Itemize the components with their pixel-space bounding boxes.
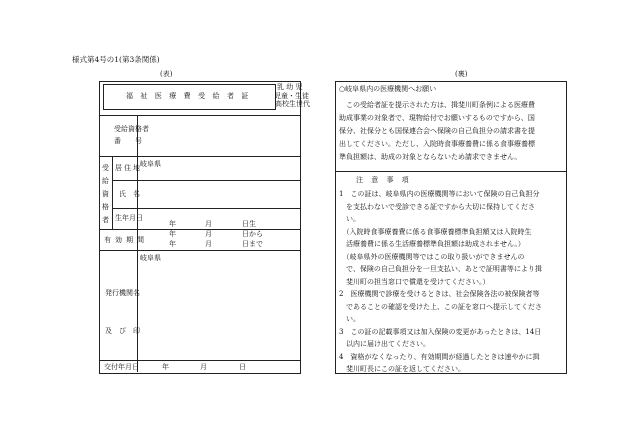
row-divider: [99, 156, 300, 157]
recipient-no-label-1: 受給資格者: [114, 125, 149, 133]
address-value: 岐阜県: [140, 160, 161, 168]
intro-line-5: 準負担額は、助成の対象とならないため請求できません。: [339, 153, 522, 161]
issue-date-label: 交付年月日: [104, 363, 139, 371]
back-heading: ○岐阜県内の医療機関へお願い: [339, 85, 437, 93]
note-line: い。: [339, 215, 360, 223]
col-divider: [112, 156, 113, 229]
note-line: 以内に届け出てください。: [339, 340, 430, 348]
front-label: (表): [160, 70, 173, 78]
category-line-1: 乳 幼 児: [277, 83, 303, 91]
note-line: 2 医療機関で診療を受けるときは、社会保険各法の被保険者等: [339, 290, 540, 298]
category-line-3: 高校生世代: [275, 100, 310, 108]
intro-line-4: 出してください。ただし、入院時食事療養費に係る食事療養標: [339, 140, 535, 148]
row-divider: [112, 180, 300, 181]
validity-from-year: 年: [169, 230, 176, 238]
recipient-vertical-3: 資: [102, 190, 109, 198]
category-line-2: 児童・生徒: [274, 92, 309, 100]
notes-title: 注 意 事 項: [356, 176, 412, 184]
intro-line-2: 助成事業の対象者で、現物給付でお願いするものですから、国: [339, 114, 535, 122]
validity-label: 有効期間: [104, 236, 148, 244]
row-divider: [99, 360, 300, 361]
row-divider: [99, 250, 300, 251]
note-line: 斐川町の担当窓口で償還を受けてください。）: [339, 277, 490, 286]
recipient-vertical-5: 者: [102, 216, 109, 224]
validity-from-month: 月: [205, 230, 212, 238]
name-label: 氏 名: [119, 190, 140, 198]
note-line: （岐阜県外の医療機関等ではこの取り扱いができませんの: [339, 252, 525, 261]
validity-to-year: 年: [169, 240, 176, 248]
note-line: 活療養費に係る生活療養標準負担額は助成されません。）: [339, 240, 525, 248]
address-label: 居住地: [115, 164, 142, 172]
birth-month: 月: [205, 220, 212, 228]
row-divider: [99, 115, 300, 116]
issuer-label-1: 発行機関名: [105, 289, 140, 297]
note-line: 1 この証は、岐阜県内の医療機関等において保険の自己負担分: [339, 190, 540, 198]
note-line: 斐川町長にこの証を返してください。: [339, 365, 465, 373]
issuer-label-2: 及 び 印: [105, 327, 140, 335]
row-divider: [112, 208, 300, 209]
recipient-no-label-2: 番 号: [114, 137, 142, 145]
back-label: (裏): [455, 70, 468, 78]
birth-label: 生年月日: [115, 214, 143, 222]
birth-year: 年: [169, 220, 176, 228]
note-line: を支払わないで受診できる証ですから大切に保持してくださ: [339, 202, 535, 211]
issuer-value: 岐阜県: [140, 254, 161, 262]
back-divider: [335, 171, 566, 172]
validity-to-day: 日まで: [242, 240, 263, 248]
note-line: い。: [339, 315, 360, 323]
note-line: （入院時食事療養費に係る食事療養標準負担額又は入院時生: [339, 227, 532, 236]
intro-line-3: 保分、社保分とも国保連合会へ保険の自己負担分の請求書を提: [339, 127, 535, 135]
note-line: で、保険の自己負担分を一旦支払い、あとで証明書等により揖: [339, 265, 542, 273]
validity-from-day: 日から: [242, 230, 263, 238]
issue-date-year: 年: [162, 363, 169, 371]
row-divider: [99, 229, 300, 230]
note-line: 4 資格がなくなったり、有効期間が経過したときは速やかに揖: [339, 352, 540, 361]
birth-day: 日生: [242, 220, 256, 228]
recipient-vertical-1: 受: [102, 164, 109, 172]
note-line: 3 この証の記載事項又は加入保険の変更があったときは、14日: [339, 327, 542, 336]
issue-date-day: 日: [239, 363, 246, 371]
front-title: 福 祉 医 療 費 受 給 者 証: [125, 92, 251, 100]
form-number: 様式第4号の1(第3条関係): [72, 55, 160, 64]
issue-date-month: 月: [200, 363, 207, 371]
recipient-vertical-4: 格: [102, 203, 109, 211]
validity-to-month: 月: [205, 240, 212, 248]
note-line: であることの確認を受けた上、この証を窓口へ提示してくださ: [339, 302, 542, 311]
recipient-vertical-2: 給: [102, 177, 109, 185]
intro-line-1: この受給者証を提示された方は、揖斐川町条例による医療費: [339, 101, 535, 109]
